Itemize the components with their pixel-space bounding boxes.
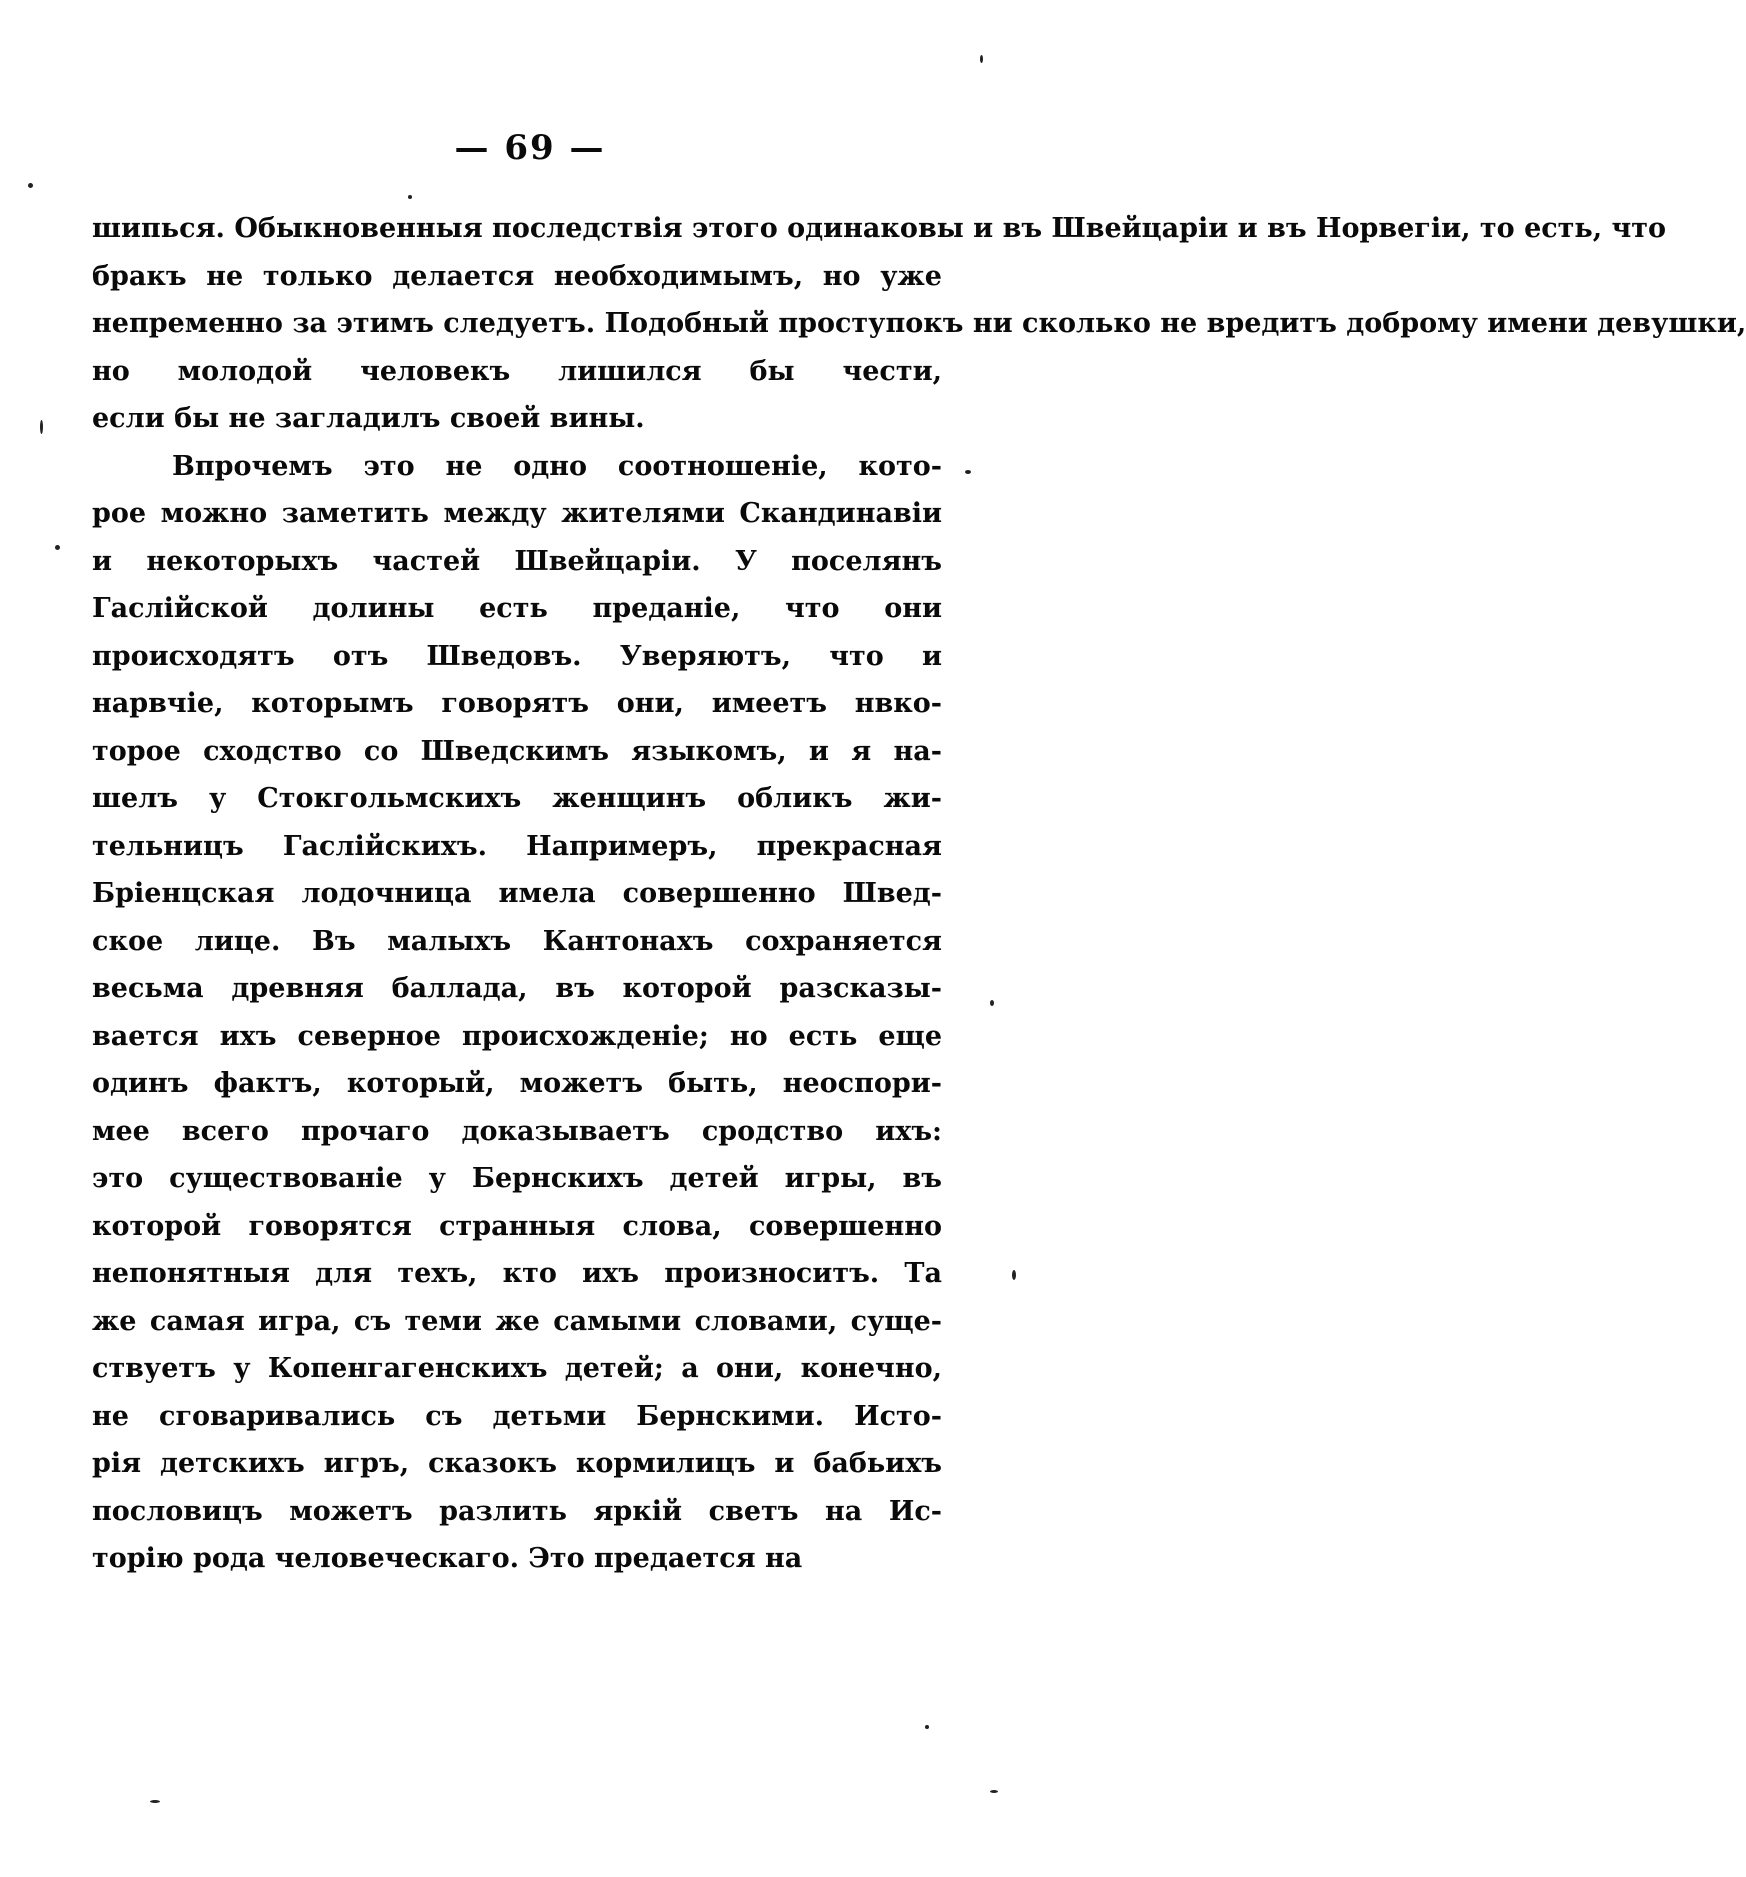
- scan-speck: [55, 545, 60, 550]
- text-line: Бріенцская лодочница имела совершенно Швед-: [92, 878, 942, 909]
- text-line: если бы не загладилъ своей вины.: [92, 403, 645, 434]
- text-line: ствуетъ у Копенгагенскихъ детей; а они, конечно,: [92, 1353, 942, 1384]
- body-text: [92, 205, 1746, 1583]
- text-line: ское лице. Въ малыхъ Кантонахъ сохраняется: [92, 925, 942, 957]
- text-line: которой говорятся странныя слова, совершенно: [92, 1210, 942, 1242]
- text-line: пословицъ можетъ разлить яркій светъ на Ис-: [92, 1495, 942, 1527]
- scan-speck: [408, 195, 412, 199]
- text-line: торое сходство со Шведскимъ языкомъ, и я на-: [92, 735, 942, 767]
- scan-speck: [40, 420, 43, 434]
- scan-speck: [28, 183, 33, 188]
- scan-speck: [1012, 1270, 1016, 1280]
- text-line: Гаслійской долины есть преданіе, что они: [92, 593, 942, 624]
- text-line: тельницъ Гаслійскихъ. Напримеръ, прекрасная: [92, 830, 942, 862]
- text-line: происходятъ отъ Шведовъ. Уверяютъ, что и: [92, 640, 942, 672]
- page-number: — 69 —: [454, 128, 606, 168]
- text-line: шипься. Обыкновенныя последствія этого одинаковы и въ Швейцаріи и въ Норвегіи, то есть, что: [92, 213, 1667, 244]
- text-line: и некоторыхъ частей Швейцаріи. У поселянъ: [92, 545, 942, 577]
- text-line: бракъ не только делается необходимымъ, но уже: [92, 260, 942, 292]
- scan-speck: [990, 1790, 998, 1793]
- text-line: одинъ фактъ, который, можетъ быть, неоспори-: [92, 1068, 942, 1099]
- paragraph-start-line: Впрочемъ это не одно соотношеніе, кото-: [172, 450, 942, 482]
- scan-speck: [990, 1000, 994, 1006]
- scan-speck: [980, 55, 983, 63]
- text-line: не сговаривались съ детьми Бернскими. Исто-: [92, 1400, 942, 1432]
- text-line: же самая игра, съ теми же самыми словами, суще-: [92, 1305, 942, 1337]
- text-line: это существованіе у Бернскихъ детей игры, въ: [92, 1163, 942, 1194]
- text-line: непременно за этимъ следуетъ. Подобный проступокъ ни сколько не вредитъ доброму имени девушки,: [92, 308, 1746, 339]
- text-line: мее всего прочаго доказываетъ сродство ихъ:: [92, 1115, 942, 1147]
- scan-speck: [150, 1800, 160, 1803]
- text-line: шелъ у Стокгольмскихъ женщинъ обликъ жи-: [92, 783, 942, 814]
- text-line: но молодой человекъ лишился бы чести,: [92, 355, 942, 387]
- scan-speck: [965, 470, 971, 474]
- text-line: рія детскихъ игръ, сказокъ кормилицъ и бабьихъ: [92, 1448, 942, 1479]
- text-line: рое можно заметить между жителями Скандинавіи: [92, 498, 942, 529]
- text-line: вается ихъ северное происхожденіе; но есть еще: [92, 1020, 942, 1052]
- text-line: непонятныя для техъ, кто ихъ произноситъ. Та: [92, 1258, 942, 1289]
- text-line: торію рода человеческаго. Это предается на: [92, 1543, 803, 1574]
- text-line: нарвчіе, которымъ говорятъ они, имеетъ нвко-: [92, 688, 942, 719]
- scan-speck: [925, 1725, 929, 1729]
- text-line: весьма древняя баллада, въ которой разсказы-: [92, 973, 942, 1004]
